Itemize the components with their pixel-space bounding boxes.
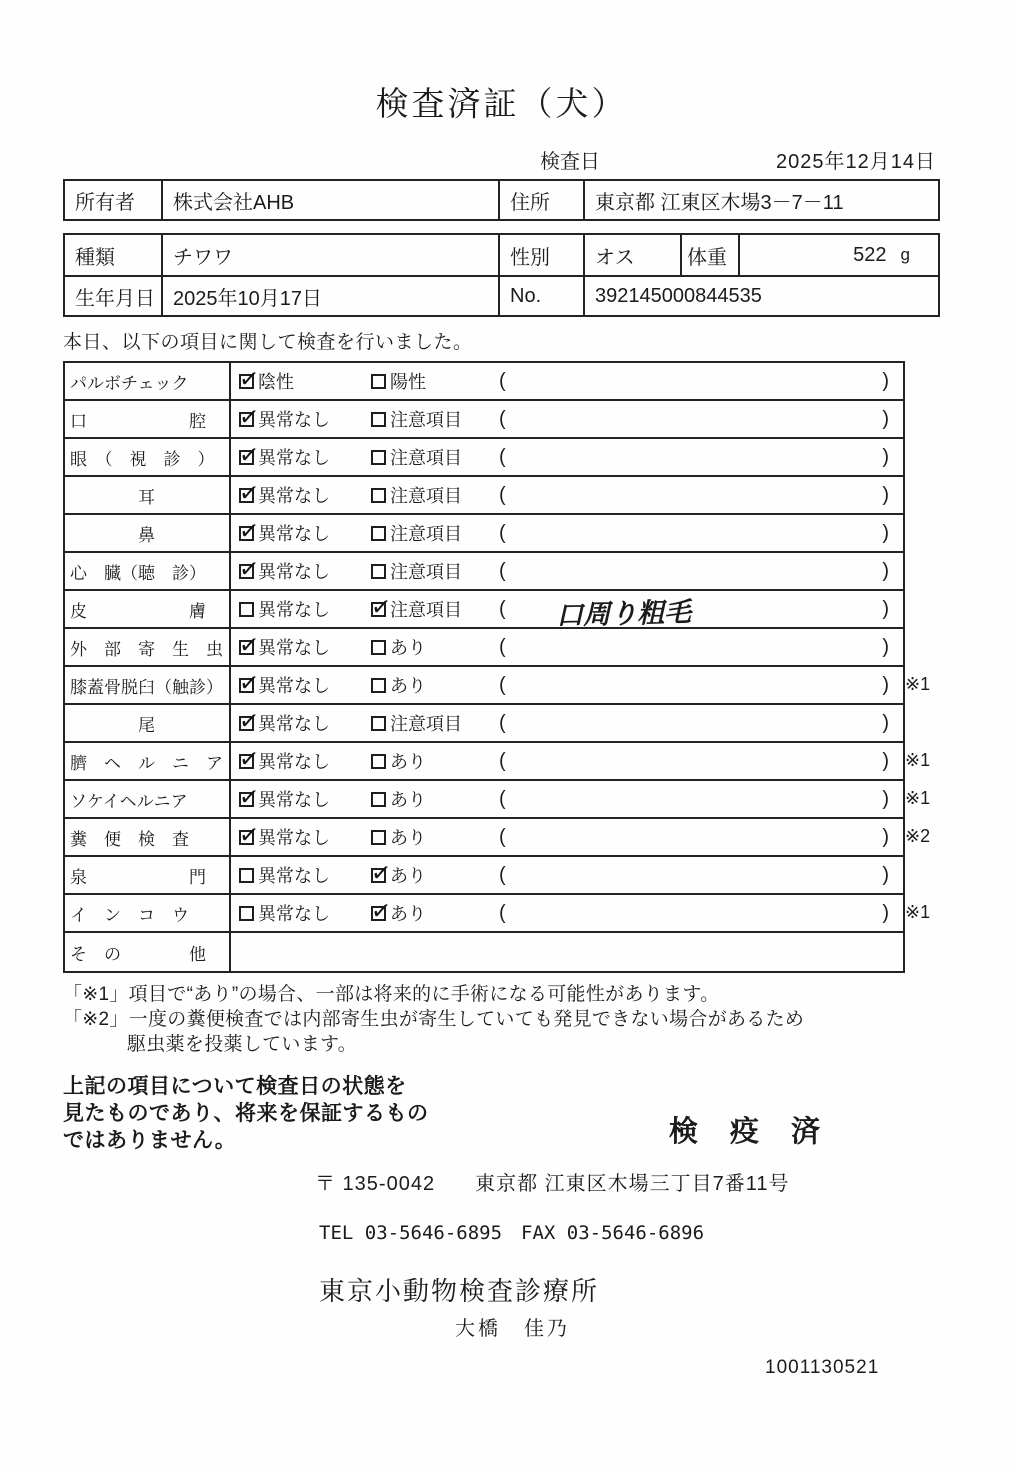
option-label: 異常なし <box>258 638 330 658</box>
option-label: 異常なし <box>258 790 330 810</box>
birth-label: 生年月日 <box>65 277 163 315</box>
row-label: 皮 膚 <box>65 591 231 627</box>
note-parens <box>499 446 903 469</box>
inspection-date-value: 2025年12月14日 <box>776 151 936 173</box>
row-label: イ ン コ ウ <box>65 895 231 931</box>
breed-label: 種類 <box>65 235 163 275</box>
checkbox-icon <box>371 868 386 883</box>
checkbox-icon <box>371 602 386 617</box>
checkbox-icon <box>239 906 254 921</box>
option-label: あり <box>390 676 426 696</box>
row-label: 口 腔 <box>65 401 231 437</box>
checkbox-icon <box>371 640 386 655</box>
note-field <box>506 680 883 690</box>
row-label: 糞 便 検 査 <box>65 819 231 855</box>
option-label: あり <box>390 866 426 886</box>
owner-label: 所有者 <box>65 181 163 219</box>
row-label: パルボチェック <box>65 363 231 399</box>
option-label: 異常なし <box>258 524 330 544</box>
checkbox-icon <box>239 564 254 579</box>
checklist-row-tail <box>65 705 903 743</box>
weight-label: 体重 <box>682 235 740 275</box>
checklist-row-mouth <box>65 401 903 439</box>
note-parens <box>499 826 903 849</box>
sex-label: 性別 <box>500 235 585 275</box>
owner-table <box>63 179 940 221</box>
checkbox-icon <box>239 868 254 883</box>
weight-number: 522 <box>853 243 887 266</box>
option-label: あり <box>390 790 426 810</box>
row-label: 尾 <box>65 705 231 741</box>
clinic-address: 東京都 江東区木場三丁目7番11号 <box>475 1173 790 1195</box>
option-label: 異常なし <box>258 486 330 506</box>
row-label: 臍 ヘ ル ニ ア <box>65 743 231 779</box>
note-field <box>506 908 883 918</box>
checkbox-icon <box>371 716 386 731</box>
checklist-row-nose <box>65 515 903 553</box>
address-label: 住所 <box>500 181 585 219</box>
inspection-date-label: 検査日 <box>540 151 600 173</box>
checkbox-icon <box>239 640 254 655</box>
checkbox-icon <box>239 830 254 845</box>
option-label: 異常なし <box>258 714 330 734</box>
option-label: 陽性 <box>390 372 426 392</box>
note-field <box>506 566 883 576</box>
option-label: 注意項目 <box>390 562 462 582</box>
checklist-row-heart <box>65 553 903 591</box>
checkbox-icon <box>239 792 254 807</box>
note-parens <box>499 788 903 811</box>
footnote-mark: ※1 <box>905 902 931 922</box>
footnote-2: 「※2」一度の糞便検査では内部寄生虫が寄生していても発見できない場合があるため <box>63 1009 805 1030</box>
checkbox-icon <box>239 678 254 693</box>
option-label: 異常なし <box>258 904 330 924</box>
row-label: 外 部 寄 生 虫 <box>65 629 231 665</box>
option-label: あり <box>390 752 426 772</box>
option-label: あり <box>390 638 426 658</box>
checkbox-icon <box>239 488 254 503</box>
checkbox-icon <box>371 906 386 921</box>
document-code: 1001130521 <box>765 1357 880 1378</box>
note-parens <box>499 750 903 773</box>
checklist-row-parasites <box>65 629 903 667</box>
checklist-row-inguinal-hernia <box>65 781 931 819</box>
checklist-row-inkou <box>65 895 931 933</box>
note-parens <box>499 590 903 632</box>
note-parens <box>499 408 903 431</box>
no-label: No. <box>500 277 585 315</box>
option-label: 異常なし <box>258 866 330 886</box>
breed-value: チワワ <box>163 235 500 275</box>
option-label: 注意項目 <box>390 600 462 620</box>
checkbox-icon <box>239 412 254 427</box>
option-label: 異常なし <box>258 600 330 620</box>
clinic-postal-code: 〒 135-0042 <box>315 1173 436 1195</box>
footnote-mark: ※1 <box>905 674 931 694</box>
row-label: 鼻 <box>65 515 231 551</box>
footnote-mark: ※1 <box>905 788 931 808</box>
note-field <box>506 452 883 462</box>
row-label: ソケイヘルニア <box>65 781 231 817</box>
option-label: あり <box>390 828 426 848</box>
note-parens <box>499 902 903 925</box>
inspection-date-row <box>63 145 940 173</box>
checklist-row-patella <box>65 667 931 705</box>
option-label: 注意項目 <box>390 524 462 544</box>
checkbox-icon <box>371 830 386 845</box>
option-label: あり <box>390 904 426 924</box>
veterinarian-name: 大橋 佳乃 <box>455 1318 570 1340</box>
checklist-row-skin <box>65 591 903 632</box>
weight-value <box>740 235 938 275</box>
note-parens <box>499 484 903 507</box>
row-label: 耳 <box>65 477 231 513</box>
option-label: 異常なし <box>258 752 330 772</box>
row-label: 眼 （ 視 診 ） <box>65 439 231 475</box>
note-parens <box>499 636 903 659</box>
option-label: 注意項目 <box>390 714 462 734</box>
note-parens <box>499 560 903 583</box>
option-label: 陰性 <box>258 372 294 392</box>
disclaimer-text: 上記の項目について検査日の状態を 見たものであり、将来を保証するもの ではありません。 <box>63 1075 429 1152</box>
clinic-tel-fax: TEL 03-5646-6895 FAX 03-5646-6896 <box>319 1222 705 1244</box>
handwritten-note: ( 口周り粗毛 <box>555 596 692 632</box>
no-value: 392145000844535 <box>595 284 762 307</box>
checkbox-icon <box>239 450 254 465</box>
checklist-row-eyes <box>65 439 903 477</box>
checkbox-icon <box>371 564 386 579</box>
animal-info-table <box>63 233 940 317</box>
note-field <box>506 642 883 652</box>
note-parens <box>499 370 903 393</box>
note-parens <box>499 522 903 545</box>
owner-value: 株式会社AHB <box>163 181 500 219</box>
intro-text: 本日、以下の項目に関して検査を行いました。 <box>63 332 473 353</box>
footnote-mark: ※1 <box>905 750 931 770</box>
page-title: 検査済証（犬） <box>375 85 628 122</box>
sex-value: オス <box>585 235 682 275</box>
checkbox-icon <box>371 412 386 427</box>
checkbox-icon <box>239 526 254 541</box>
note-field <box>506 414 883 424</box>
row-label: そ の 他 <box>65 933 231 971</box>
note-field <box>506 832 883 842</box>
checkbox-icon <box>371 678 386 693</box>
option-label: 注意項目 <box>390 410 462 430</box>
checklist-table <box>63 361 931 973</box>
note-field <box>506 756 883 766</box>
footnote-mark: ※2 <box>905 826 931 846</box>
option-label: 異常なし <box>258 410 330 430</box>
birth-value: 2025年10月17日 <box>163 277 500 315</box>
note-field <box>506 528 883 538</box>
checklist-row-fecal-exam <box>65 819 931 857</box>
note-field <box>506 794 883 804</box>
checkbox-icon <box>239 754 254 769</box>
note-parens <box>499 864 903 887</box>
footnotes <box>63 982 940 1057</box>
address-value: 東京都 江東区木場3－7－11 <box>595 191 844 214</box>
note-field <box>506 718 883 728</box>
option-label: 異常なし <box>258 676 330 696</box>
checklist-row-umbilical-hernia <box>65 743 931 781</box>
option-label: 異常なし <box>258 448 330 468</box>
checkbox-icon <box>371 754 386 769</box>
checkbox-icon <box>371 526 386 541</box>
checkbox-icon <box>239 716 254 731</box>
option-label: 注意項目 <box>390 448 462 468</box>
option-label: 異常なし <box>258 562 330 582</box>
note-field <box>506 490 883 500</box>
clinic-name: 東京小動物検査診療所 <box>319 1276 600 1306</box>
note-field <box>506 870 883 880</box>
row-label: 心 臓（聴 診） <box>65 553 231 589</box>
row-label: 泉 門 <box>65 857 231 893</box>
option-label: 異常なし <box>258 828 330 848</box>
note-field <box>506 376 883 386</box>
checklist-row-parvo <box>65 363 903 401</box>
note-parens <box>499 674 903 697</box>
footnote-2-cont: 駆虫薬を投薬しています。 <box>127 1034 358 1055</box>
weight-unit: g <box>900 245 910 264</box>
checkbox-icon <box>371 374 386 389</box>
footnote-1: 「※1」項目で“あり”の場合、一部は将来的に手術になる可能性があります。 <box>63 984 720 1005</box>
checkbox-icon <box>239 374 254 389</box>
checkbox-icon <box>371 488 386 503</box>
checkbox-icon <box>371 450 386 465</box>
note-parens <box>499 712 903 735</box>
row-label: 膝蓋骨脱臼（触診） <box>65 667 231 703</box>
checkbox-icon <box>371 792 386 807</box>
checklist-row-fontanelle <box>65 857 903 895</box>
checklist-row-other <box>65 933 903 971</box>
option-label: 注意項目 <box>390 486 462 506</box>
checkbox-icon <box>239 602 254 617</box>
checklist-row-ears <box>65 477 903 515</box>
clinic-block <box>63 1167 940 1379</box>
quarantine-stamp: 検 疫 済 <box>668 1116 832 1148</box>
